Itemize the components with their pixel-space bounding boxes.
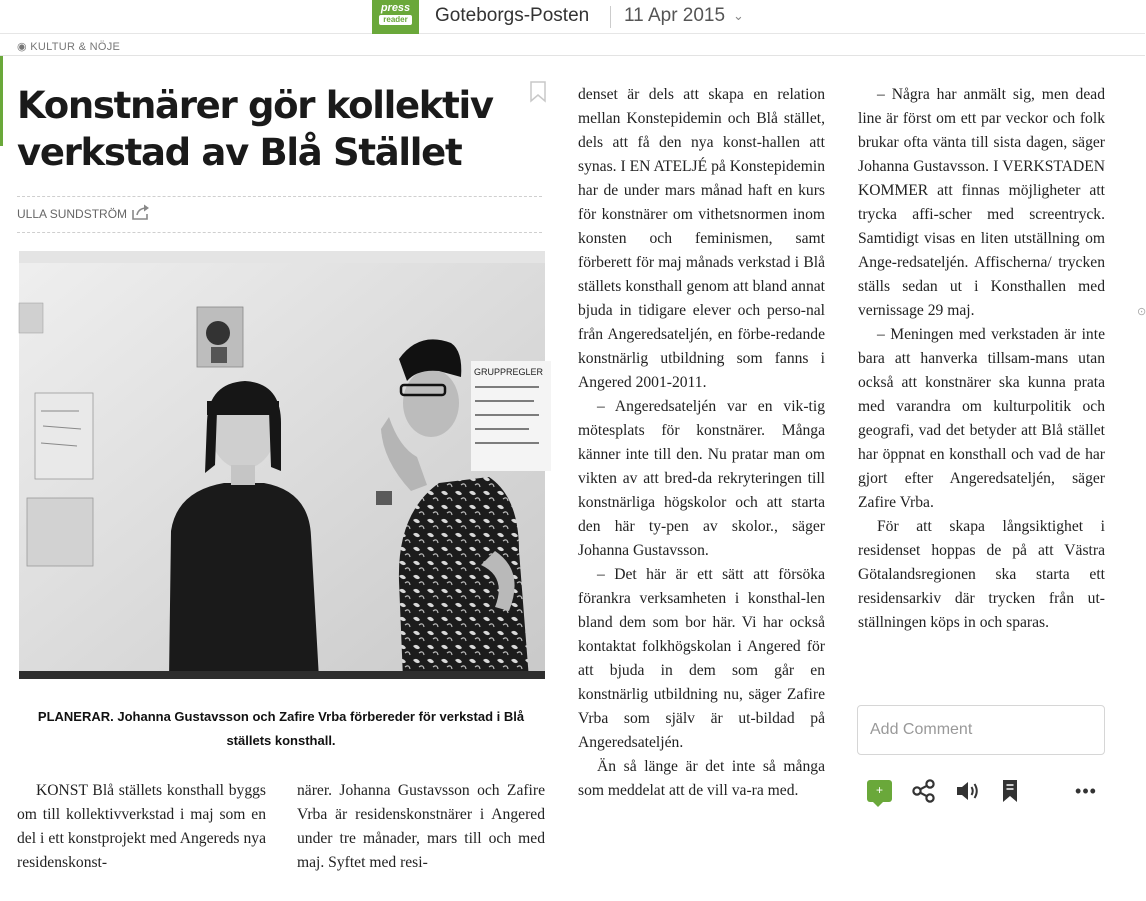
byline-divider-bottom [17,232,542,233]
chevron-down-icon[interactable]: ⌄ [733,8,744,23]
body-paragraph: närer. Johanna Gustavsson och Zafire Vrba är residenskonstnärer i Angered under tre månader, mars till och med maj. Syftet med resi- [297,782,545,871]
newspaper-title[interactable]: Goteborgs-Posten [435,5,590,26]
caption-line-2: ställets konsthall. [226,733,336,748]
body-paragraph: – Det här är ett sätt att försöka förankra verksamheten i konsthal-len bland dem som bor här. Vi har också kontaktat folkhögskolan i Angered för att bjuda in dem som går en konstnärlig utbildning nu, säger Zafire Vrba som själv är ut-bildad på Angeredsateljén. [578,566,825,751]
top-bar [0,0,1145,34]
logo-top-text: press [380,2,411,14]
author-byline[interactable]: ULLA SUNDSTRÖM [17,207,128,221]
body-paragraph: KONST Blå ställets konsthall byggs om till kollektivverkstad i maj som en del i ett konstprojekt med Angereds nya residenskonst- [17,782,266,871]
article-column-4 [858,83,1105,693]
wall-sign-text: GRUPPREGLER [474,367,544,377]
more-icon[interactable]: ••• [1075,780,1097,801]
body-paragraph: Än så länge är det inte så många som meddelat att de vill va-ra med. [578,758,825,799]
section-accent-bar [0,56,3,146]
body-paragraph: – Angeredsateljén var en vik-tig mötesplats för konstnärer. Många känner inte till den. Nu pratar man om vikten av att bred-da rekryteringen till konstnärliga högskolor och att starta den här ty-pen av skolor., säger Johanna Gustavsson. [578,398,825,559]
pressreader-logo[interactable] [372,0,419,34]
audio-icon [954,778,982,804]
logo-bottom-text: reader [379,15,412,25]
share-icon[interactable] [130,203,152,221]
share-nodes-icon [911,778,937,804]
article-action-bar [857,776,1107,806]
plus-icon: + [867,780,892,802]
scroll-indicator-icon: ⊙ [1137,306,1146,318]
photo-illustration [19,251,545,679]
body-paragraph: – Några har anmält sig, men dead line är först om ett par veckor och folk brukar ofta vänta till sista dagen, säger Johanna Gustavsson. I VERKSTADEN KOMMER att finnas möjligheter att trycka affi-scher med screentryck. Samtidigt visas en liten utställning om Ange-redsateljén. Affischerna/ trycken ställs sedan ut i Konsthallen med vernissage 29 maj. [858,86,1105,319]
headline-line-1: Konstnärer gör kollektiv [17,84,493,127]
bookmark-icon[interactable] [529,81,547,103]
title-divider [610,6,611,28]
article-column-2 [297,779,545,901]
save-bookmark-icon [1000,778,1020,804]
share-button[interactable] [909,776,939,806]
body-paragraph: För att skapa långsiktighet i residenset hoppas de på att Västra Götalandsregionen ska starta ett residensarkiv där trycken från ut-ställningen köps in och sparas. [858,518,1105,631]
photo-caption [17,705,545,753]
article-photo[interactable] [19,251,545,679]
byline-divider-top [17,196,542,197]
add-comment-input[interactable]: Add Comment [857,705,1105,755]
headline-line-2: verkstad av Blå Stället [17,131,462,174]
article-column-1 [17,779,266,901]
issue-date-selector[interactable]: 11 Apr 2015 [624,5,726,26]
section-label: ◉ KULTUR & NÖJE [17,41,121,53]
listen-button[interactable] [953,776,983,806]
article-column-3 [578,83,825,883]
section-divider [0,55,1145,56]
add-comment-button[interactable] [866,776,893,806]
body-paragraph: – Meningen med verkstaden är inte bara att hanverka tillsam-mans utan också att konstnärer ska kunna prata med varandra om kulturpolitik och geografi, vad det betyder att Blå stället har öppnat en konsthall och vad de har gjort efter Angeredsateljén, säger Zafire Vrba. [858,326,1105,511]
save-button[interactable] [997,776,1023,806]
body-paragraph: denset är dels att skapa en relation mellan Konstepidemin och Blå stället, dels att få den nya konst-hallen att synas. I EN ATELJÉ på Konstepidemin har de under mars månad haft en kurs för konstnärer om vithetsnormen inom konsten och feminismen, samt förberett för maj månads verkstad i Blå ställets konsthall genom att bland annat bjuda in tidigare elever och perso-nal från Angeredsateljén, en förbe-redande konstnärlig utbildning som fanns i Angered 2001-2011. [578,86,825,391]
caption-line-1: PLANERAR. Johanna Gustavsson och Zafire Vrba förbereder för verkstad i Blå [37,709,525,724]
article-headline [17,82,517,176]
